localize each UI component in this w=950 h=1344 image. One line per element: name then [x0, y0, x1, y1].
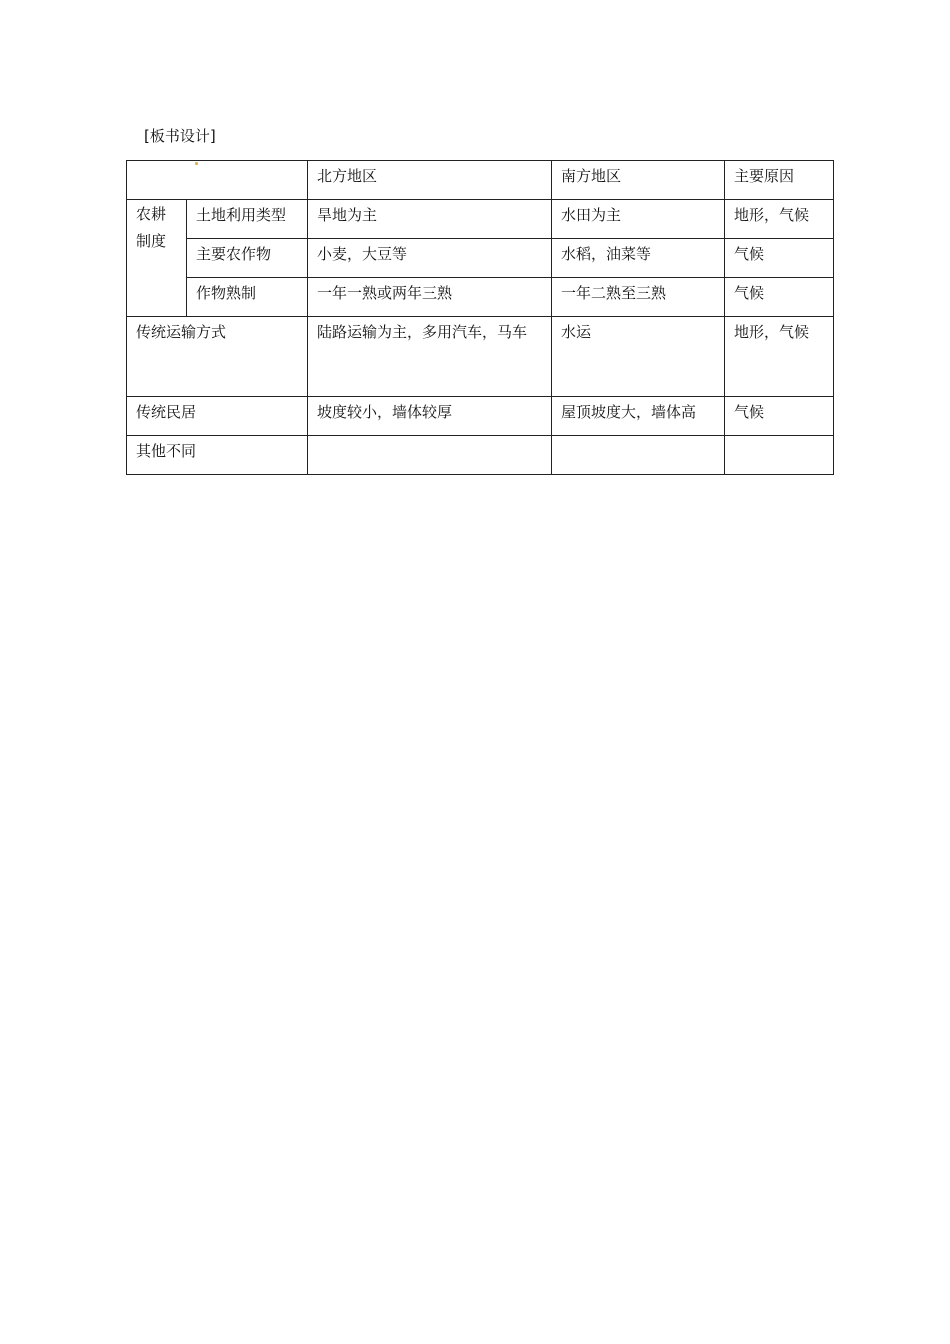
- reason-cell: 地形，气候: [725, 200, 834, 239]
- board-design-heading: [板书设计]: [144, 127, 216, 145]
- table-row: [127, 397, 834, 436]
- header-reason: 主要原因: [725, 161, 834, 200]
- north-cell: 小麦，大豆等: [308, 239, 552, 278]
- comparison-table: [126, 160, 834, 475]
- reason-cell: [725, 436, 834, 475]
- row-label: 传统运输方式: [127, 317, 308, 397]
- north-cell: 一年一熟或两年三熟: [308, 278, 552, 317]
- south-cell: [552, 436, 725, 475]
- reason-cell: 气候: [725, 278, 834, 317]
- table-row: [127, 317, 834, 397]
- table-row: [127, 278, 834, 317]
- south-cell: 水运: [552, 317, 725, 397]
- empty-corner-cell: [127, 161, 308, 200]
- reason-cell: 气候: [725, 397, 834, 436]
- farming-label-line2: 制度: [136, 232, 167, 250]
- north-cell: 坡度较小，墙体较厚: [308, 397, 552, 436]
- table-row: [127, 239, 834, 278]
- row-label: 主要农作物: [187, 239, 308, 278]
- transport-north-text: 陆路运输为主，多用汽车，马车: [317, 323, 528, 341]
- south-cell: 屋顶坡度大，墙体高: [552, 397, 725, 436]
- table-row: [127, 200, 834, 239]
- row-label: 传统民居: [127, 397, 308, 436]
- farming-label-line1: 农耕: [136, 205, 167, 223]
- south-cell: 水稻，油菜等: [552, 239, 725, 278]
- farming-group-label: [127, 200, 187, 317]
- row-label: 作物熟制: [187, 278, 308, 317]
- header-north: 北方地区: [308, 161, 552, 200]
- header-south: 南方地区: [552, 161, 725, 200]
- reason-cell: 气候: [725, 239, 834, 278]
- row-label: 土地利用类型: [187, 200, 308, 239]
- reason-cell: 地形，气候: [725, 317, 834, 397]
- south-cell: 一年二熟至三熟: [552, 278, 725, 317]
- north-cell: [308, 436, 552, 475]
- south-cell: 水田为主: [552, 200, 725, 239]
- table-header-row: [127, 161, 834, 200]
- row-label: 其他不同: [127, 436, 308, 475]
- north-cell: [308, 317, 552, 397]
- table-row: [127, 436, 834, 475]
- north-cell: 旱地为主: [308, 200, 552, 239]
